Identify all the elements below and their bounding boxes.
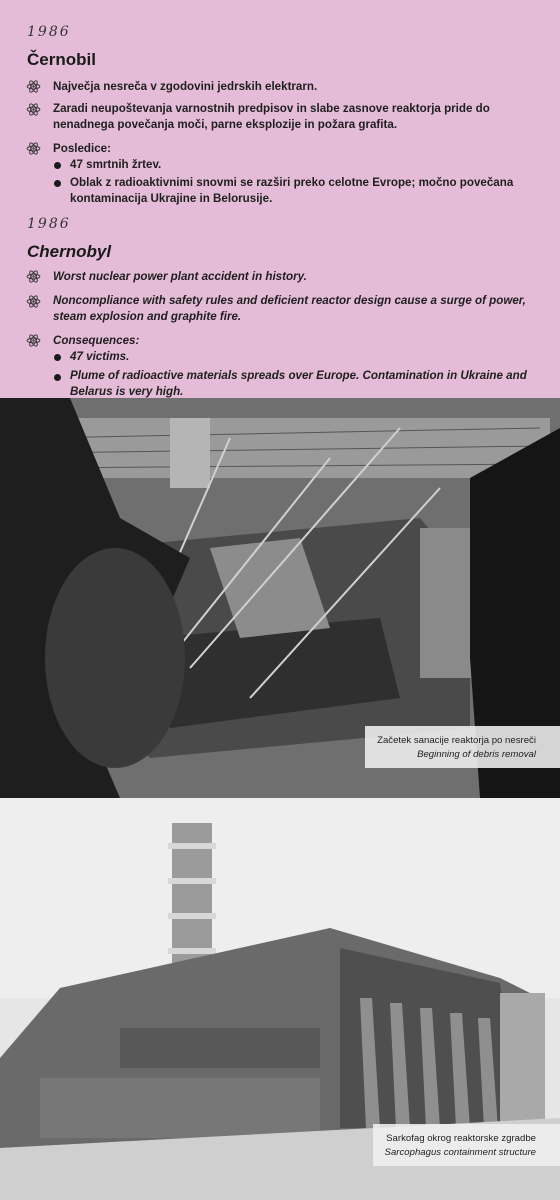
list-item: Consequences: — [53, 334, 140, 347]
caption-english: Beginning of debris removal — [417, 749, 536, 760]
list-item: Največja nesreča v zgodovini jedrskih elektrarn. — [53, 80, 318, 93]
title-slovene: Černobil — [27, 50, 96, 69]
list-item: Zaradi neupoštevanja varnostnih predpisov in slabe zasnove reaktorja pride do nenadnega povečanja moči, parne eksplozije in požara grafita. — [53, 102, 490, 131]
atom-icon — [26, 141, 41, 156]
year-english: 1986 — [27, 216, 71, 232]
photo-caption — [365, 726, 560, 768]
photo-caption — [373, 1124, 560, 1166]
caption-english: Sarcophagus containment structure — [384, 1147, 536, 1158]
photo-sarcophagus — [0, 798, 560, 1200]
sub-bullet-dot — [54, 354, 61, 361]
sub-bullet-dot — [54, 374, 61, 381]
photo-reactor-debris — [0, 398, 560, 798]
title-english: Chernobyl — [27, 242, 112, 261]
sub-list-item: Plume of radioactive materials spreads over Europe. Contamination in Ukraine and Belarus is very high. — [70, 369, 527, 398]
atom-icon — [26, 269, 41, 284]
sub-list-item: Oblak z radioaktivnimi snovmi se razširi preko celotne Evrope; močno povečana kontaminacija Ukrajine in Belorusije. — [70, 176, 514, 205]
list-item: Noncompliance with safety rules and deficient reactor design cause a surge of power, steam explosion and graphite fire. — [53, 294, 526, 323]
caption-slovene: Začetek sanacije reaktorja po nesreči — [377, 735, 536, 746]
sub-bullet-dot — [54, 162, 61, 169]
sub-list-item: 47 smrtnih žrtev. — [70, 158, 162, 171]
year-slovene: 1986 — [27, 24, 71, 40]
caption-slovene: Sarkofag okrog reaktorske zgradbe — [386, 1133, 536, 1144]
atom-icon — [26, 102, 41, 117]
atom-icon — [26, 294, 41, 309]
sub-list-item: 47 victims. — [70, 350, 130, 363]
atom-icon — [26, 79, 41, 94]
atom-icon — [26, 333, 41, 348]
text-panel — [0, 0, 560, 398]
list-item: Worst nuclear power plant accident in history. — [53, 270, 307, 283]
sub-bullet-dot — [54, 180, 61, 187]
list-item: Posledice: — [53, 142, 111, 155]
